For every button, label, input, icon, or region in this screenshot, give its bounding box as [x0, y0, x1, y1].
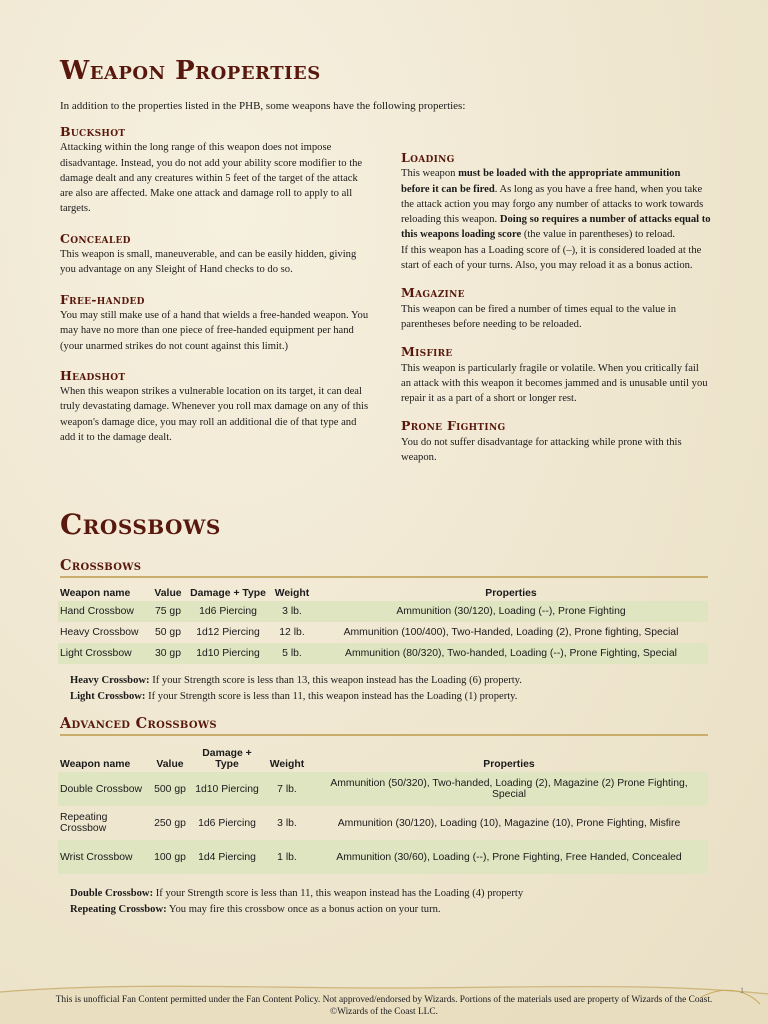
table-header-row — [58, 580, 708, 601]
bold-span: must be loaded with the appropriate ammunition before it can be fired — [401, 168, 681, 195]
properties-left-column — [60, 124, 372, 459]
table-cell: 5 lb. — [270, 643, 314, 664]
table-title-advanced-crossbows: Advanced Crossbows — [60, 715, 217, 732]
table-row — [58, 601, 708, 622]
table-row — [58, 840, 708, 874]
column-header: Weapon name — [60, 588, 131, 599]
column-header: Properties — [485, 588, 537, 599]
property-loading — [401, 150, 711, 273]
table-header-row — [58, 738, 708, 772]
table-cell: 3 lb. — [277, 817, 297, 829]
property-headshot — [60, 368, 372, 445]
note-text: If your Strength score is less than 13, this weapon instead has the Loading (6) property. — [149, 675, 522, 686]
property-buckshot — [60, 124, 372, 217]
property-magazine — [401, 285, 711, 332]
section-rule — [60, 576, 708, 578]
property-text: You may still make use of a hand that wields a free-handed weapon. You may have no more than one piece of free-handed equipment per hand (your unarmed strikes do not count against this limit.) — [60, 309, 369, 352]
column-header: Damage + Type — [202, 748, 252, 770]
property-text: When this weapon strikes a vulnerable location on its target, it can deal truly devastating damage. Whenever you roll max damage on any of this weapon's damage dice, you may roll an additional die of that type and add it to the damage dealt. — [60, 386, 369, 444]
property-text: This weapon is small, maneuverable, and can be easily hidden, giving you advantage on any Sleight of Hand checks to do so. — [60, 249, 357, 276]
text-span: . As long as you have a free hand, when you take the attack action you may forgo any number of attacks to work towards reloading this weapon. — [401, 183, 704, 226]
properties-right-column — [401, 150, 711, 477]
property-free-handed — [60, 292, 372, 354]
property-prone-fighting — [401, 418, 711, 465]
note-line — [70, 673, 710, 689]
table-cell: 500 gp — [150, 772, 190, 806]
bold-span: Doing so requires a number of attacks equal to this weapons loading score — [401, 214, 711, 241]
table-cell: Double Crossbow — [58, 772, 150, 806]
property-heading: Prone Fighting — [401, 418, 506, 434]
column-header: Value — [156, 759, 184, 770]
table-cell: Ammunition (100/400), Two-Handed, Loading (2), Prone fighting, Special — [343, 627, 679, 638]
property-text: If this weapon has a Loading score of (–), it is considered loaded at the start of each of your turns. Also, you may reload it as a bonus action. — [401, 244, 702, 272]
table-cell: 1 lb. — [264, 840, 310, 874]
intro-text: In addition to the properties listed in the PHB, some weapons have the following properties: — [60, 100, 466, 112]
property-text: This weapon is particularly fragile or volatile. When you critically fail an attack with this weapon it becomes jammed and is unusable until you repair it as a part of a short or longer rest. — [401, 362, 708, 405]
note-label: Heavy Crossbow: — [70, 675, 150, 686]
note-label: Repeating Crossbow: — [70, 904, 167, 915]
property-text: Attacking within the long range of this weapon does not impose disadvantage. Instead, you do not add your ability score modifier to the damage dealt and any creatures within 5 feet of the target of the attack are also are affected. Make one attack and damage roll to apply to all targets. — [60, 142, 363, 215]
property-heading: Concealed — [60, 230, 131, 246]
table-cell: 1d10 Piercing — [190, 772, 264, 806]
note-label: Double Crossbow: — [70, 888, 154, 899]
column-header: Weapon name — [60, 759, 131, 770]
table-cell: 1d10 Piercing — [186, 643, 270, 664]
page-number: 1 — [740, 986, 744, 995]
column-header: Weight — [269, 759, 305, 770]
table-cell: Ammunition (80/320), Two-handed, Loading (--), Prone Fighting, Special — [314, 643, 708, 664]
property-text — [401, 166, 711, 242]
table-cell: Hand Crossbow — [58, 601, 150, 622]
note-line — [70, 886, 710, 902]
note-line — [70, 902, 710, 918]
table-cell: Wrist Crossbow — [58, 840, 150, 874]
property-heading: Loading — [401, 150, 455, 165]
property-text: This weapon can be fired a number of times equal to the value in parentheses before needing to be reloaded. — [401, 303, 677, 330]
table-cell: 75 gp — [150, 601, 186, 622]
property-heading: Misfire — [401, 344, 453, 360]
table-row — [58, 806, 708, 840]
table-cell: Ammunition (30/120), Loading (10), Magazine (10), Prone Fighting, Misfire — [337, 817, 681, 829]
table-cell: Repeating Crossbow — [60, 812, 108, 834]
table-row — [58, 622, 708, 643]
column-header: Damage + Type — [190, 588, 266, 599]
table-title-crossbows: Crossbows — [60, 557, 142, 574]
column-header: Weight — [274, 588, 310, 599]
note-text: If your Strength score is less than 11, this weapon instead has the Loading (1) property. — [145, 691, 518, 702]
text-span: This weapon — [401, 168, 459, 180]
table-row — [58, 643, 708, 664]
note-line — [70, 689, 710, 705]
table-cell: Heavy Crossbow — [60, 627, 139, 638]
page-title: Weapon Properties — [60, 56, 321, 86]
column-header: Properties — [483, 759, 535, 770]
property-text: You do not suffer disadvantage for attacking while prone with this weapon. — [401, 436, 682, 464]
table-row — [58, 772, 708, 806]
advanced-crossbow-notes — [70, 886, 710, 918]
note-label: Light Crossbow: — [70, 691, 146, 702]
table-cell: 30 gp — [150, 643, 186, 664]
table-cell: 12 lb. — [279, 627, 305, 638]
legal-footer: This is unofficial Fan Content permitted under the Fan Content Policy. Not approved/endorsed by Wizards. Portions of the materials used are property of Wizards of the Coast. ©Wizards of the Coast LLC. — [55, 995, 713, 1017]
crossbows-table — [58, 580, 708, 664]
table-cell: Ammunition (50/320), Two-handed, Loading (2), Magazine (2) Prone Fighting, Special — [310, 772, 708, 806]
table-cell: 7 lb. — [264, 772, 310, 806]
table-cell: Ammunition (30/60), Loading (--), Prone Fighting, Free Handed, Concealed — [310, 840, 708, 874]
table-cell: 1d4 Piercing — [190, 840, 264, 874]
property-heading: Headshot — [60, 367, 126, 383]
property-heading: Buckshot — [60, 124, 126, 139]
column-header: Value — [154, 588, 182, 599]
property-heading: Magazine — [401, 285, 465, 301]
table-cell: 1d12 Piercing — [196, 627, 260, 638]
property-heading: Free-handed — [60, 291, 145, 307]
table-cell: 1d6 Piercing — [186, 601, 270, 622]
table-cell: Ammunition (30/120), Loading (--), Prone Fighting — [314, 601, 708, 622]
property-misfire — [401, 344, 711, 406]
note-text: If your Strength score is less than 11, this weapon instead has the Loading (4) property — [153, 888, 524, 899]
advanced-crossbows-table — [58, 738, 708, 874]
table-cell: Light Crossbow — [58, 643, 150, 664]
table-cell: 50 gp — [154, 627, 181, 638]
table-cell: 3 lb. — [270, 601, 314, 622]
property-concealed — [60, 231, 372, 278]
table-cell: 100 gp — [150, 840, 190, 874]
note-text: You may fire this crossbow once as a bonus action on your turn. — [166, 904, 441, 915]
section-rule — [60, 734, 708, 736]
section-title-crossbows: Crossbows — [60, 508, 221, 541]
text-span: (the value in parentheses) to reload. — [521, 229, 676, 241]
table-cell: 1d6 Piercing — [198, 817, 256, 829]
table-cell: 250 gp — [154, 817, 186, 829]
crossbow-notes — [70, 673, 710, 705]
